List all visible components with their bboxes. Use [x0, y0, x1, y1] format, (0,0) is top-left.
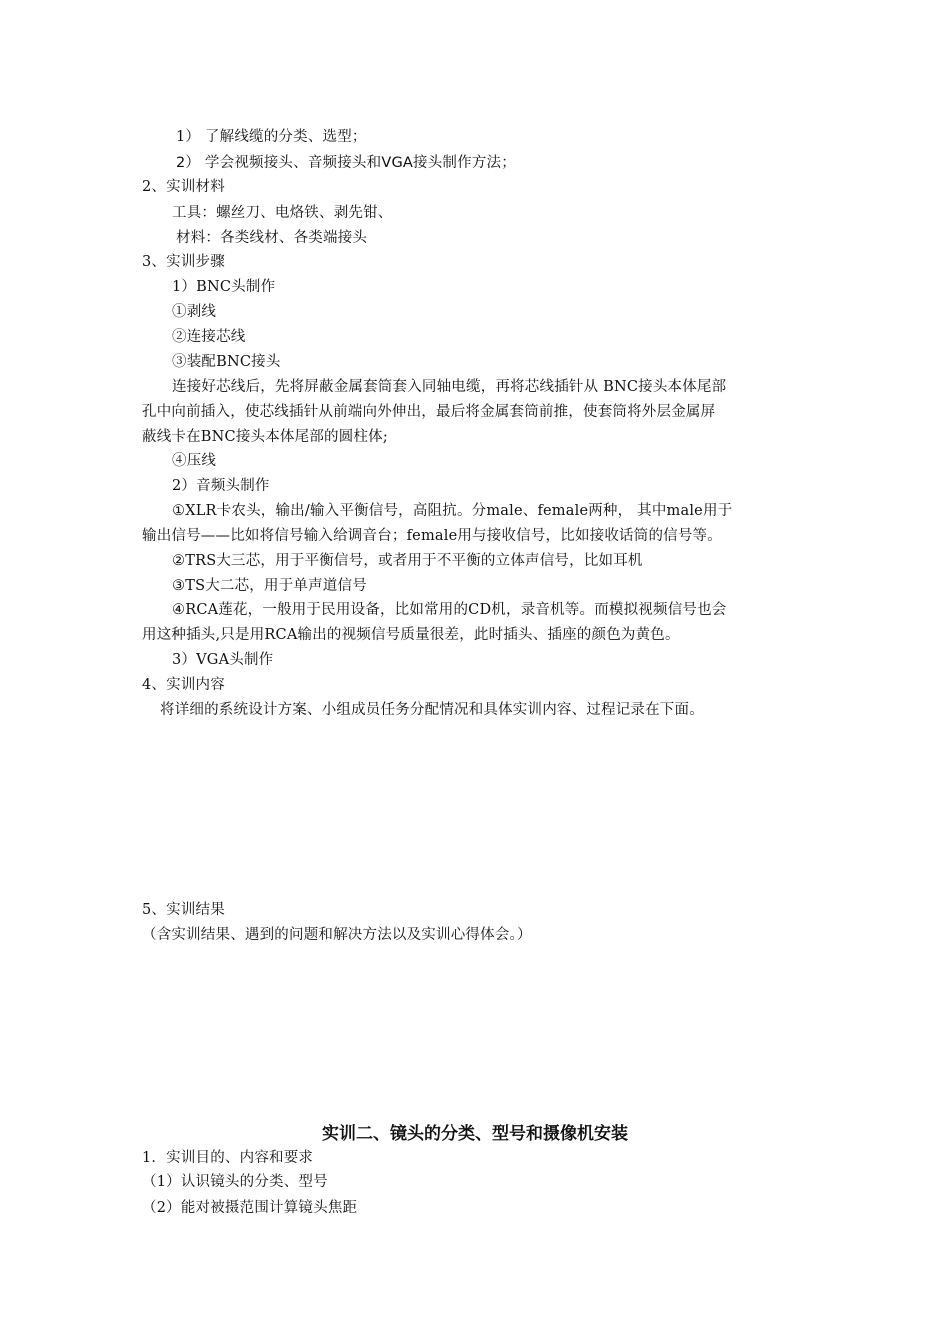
tools-line: 工具：螺丝刀、电烙铁、剥先钳、: [172, 205, 393, 221]
audio-line-5: ④RCA莲花，一般用于民用设备，比如常用的CD机，录音机等。而模拟视频信号也会: [172, 602, 727, 618]
content-text: 将详细的系统设计方案、小组成员任务分配情况和具体实训内容、过程记录在下面。: [160, 702, 704, 718]
result-text: （含实训结果、遇到的问题和解决方法以及实训心得体会。）: [142, 927, 532, 943]
materials-line: 材料：各类线材、各类端接头: [176, 230, 368, 246]
result-heading: 5、实训结果: [142, 902, 225, 918]
objective-1: 1） 了解线缆的分类、选型；: [176, 129, 367, 145]
bnc-step-3: ③装配BNC接头: [172, 354, 281, 370]
audio-line-1: ①XLR卡农头，输出/输入平衡信号，高阻抗。分male、female两种， 其中male用于: [172, 503, 733, 519]
audio-line-4: ③TS大二芯，用于单声道信号: [172, 578, 367, 594]
content-heading: 4、实训内容: [142, 677, 225, 693]
bnc-heading: 1）BNC头制作: [172, 279, 276, 295]
objective-2: 2） 学会视频接头、音频接头和VGA接头制作方法；: [176, 155, 516, 171]
audio-line-2: 输出信号——比如将信号输入给调音台；female用与接收信号，比如接收话筒的信号等。: [142, 528, 722, 544]
steps-heading: 3、实训步骤: [142, 254, 225, 270]
section-2-objective-2: （2）能对被摄范围计算镜头焦距: [142, 1200, 358, 1216]
audio-heading: 2）音频头制作: [172, 478, 270, 494]
materials-heading: 2、实训材料: [142, 179, 225, 195]
audio-line-3: ②TRS大三芯，用于平衡信号，或者用于不平衡的立体声信号，比如耳机: [172, 553, 643, 569]
bnc-step-2: ②连接芯线: [172, 329, 246, 345]
vga-heading: 3）VGA头制作: [172, 652, 274, 668]
bnc-paragraph-line-3: 蔽线卡在BNC接头本体尾部的圆柱体;: [142, 429, 388, 445]
audio-line-6: 用这种插头,只是用RCA输出的视频信号质量很差，此时插头、插座的颜色为黄色。: [142, 627, 680, 643]
bnc-paragraph-line-2: 孔中向前插入，使芯线插针从前端向外伸出，最后将金属套筒前推，使套筒将外层金属屏: [142, 404, 716, 420]
bnc-step-1: ①剥线: [172, 304, 217, 320]
bnc-paragraph-line-1: 连接好芯线后，先将屏蔽金属套筒套入同轴电缆，再将芯线插针从 BNC接头本体尾部: [172, 379, 727, 395]
section-2-objective-1: （1）认识镜头的分类、型号: [142, 1174, 328, 1190]
bnc-step-4: ④压线: [172, 453, 217, 469]
section-2-title: 实训二、镜头的分类、型号和摄像机安装: [322, 1124, 628, 1144]
section-2-objective-heading: 1．实训目的、内容和要求: [142, 1150, 314, 1166]
